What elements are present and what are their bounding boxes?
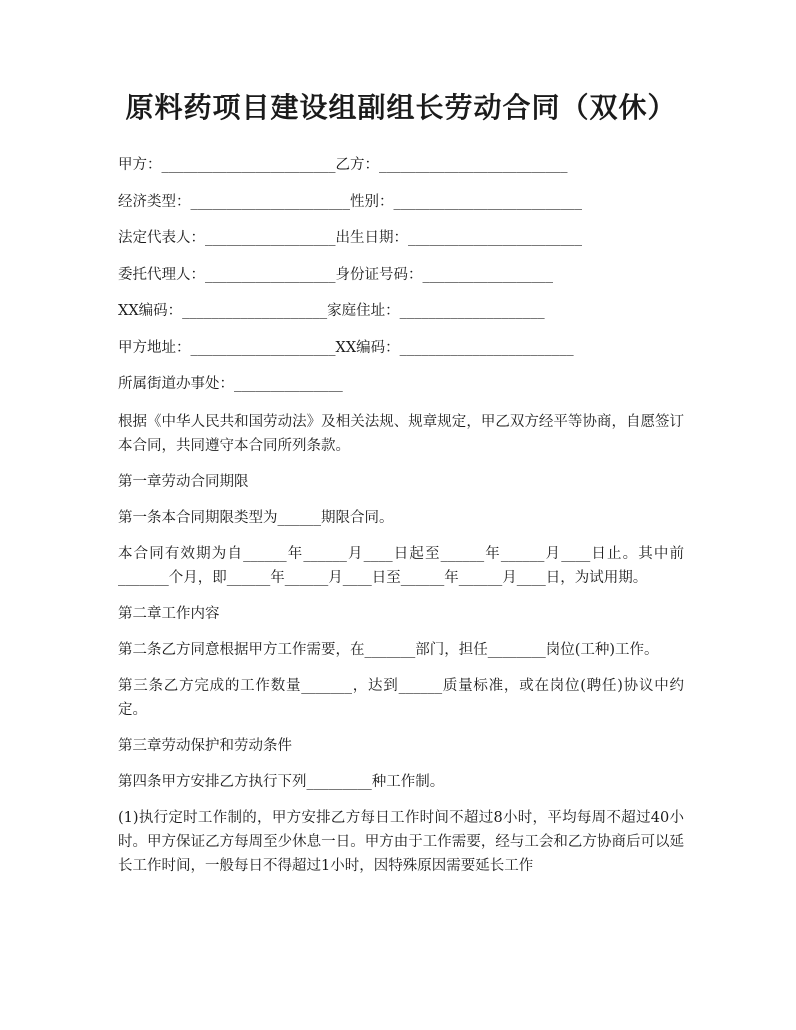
code-home-address-row: XX编码：____________________家庭住址：____________________ (118, 303, 545, 319)
party-a-party-b-row: 甲方：________________________乙方：__________________________ (118, 157, 568, 173)
article-2: 第二条乙方同意根据甲方工作需要，在_______部门，担任________岗位(工种)工作。 (118, 641, 659, 658)
agent-id-number-row: 委托代理人：__________________身份证号码：__________________ (118, 266, 553, 283)
chapter-2-heading: 第二章工作内容 (118, 605, 220, 622)
party-a-address-code-row: 甲方地址：____________________XX编码：________________________ (118, 339, 574, 356)
legal-rep-birthdate-row: 法定代表人：__________________出生日期：________________________ (118, 230, 582, 246)
article-4: 第四条甲方安排乙方执行下列_________种工作制。 (118, 773, 445, 790)
work-schedule-item-1: (1)执行定时工作制的，甲方安排乙方每日工作时间不超过8小时，平均每周不超过40小时。甲方保证乙方每周至少休息一日。甲方由于工作需要，经与工会和乙方协商后可以延长工作时间，一般每日不得超过1小时，因特殊原因需要延长工作 (118, 809, 684, 874)
economic-type-gender-row: 经济类型：______________________性别：__________________________ (118, 193, 582, 210)
contract-term-paragraph: 本合同有效期为自______年______月____日起至______年______月____日止。其中前_______个月，即______年______月____日至______年______月____日，为试用期。 (118, 545, 684, 586)
chapter-1-heading: 第一章劳动合同期限 (118, 473, 249, 490)
chapter-3-heading: 第三章劳动保护和劳动条件 (118, 737, 292, 754)
article-1: 第一条本合同期限类型为______期限合同。 (118, 509, 394, 526)
document-title: 原料药项目建设组副组长劳动合同（双休） (125, 91, 677, 124)
intro-paragraph: 根据《中华人民共和国劳动法》及相关法规、规章规定，甲乙双方经平等协商，自愿签订本合同，共同遵守本合同所列条款。 (118, 413, 684, 454)
article-3: 第三条乙方完成的工作数量_______，达到______质量标准，或在岗位(聘任)协议中约定。 (118, 677, 684, 718)
subdistrict-office-row: 所属街道办事处：_______________ (118, 376, 343, 392)
